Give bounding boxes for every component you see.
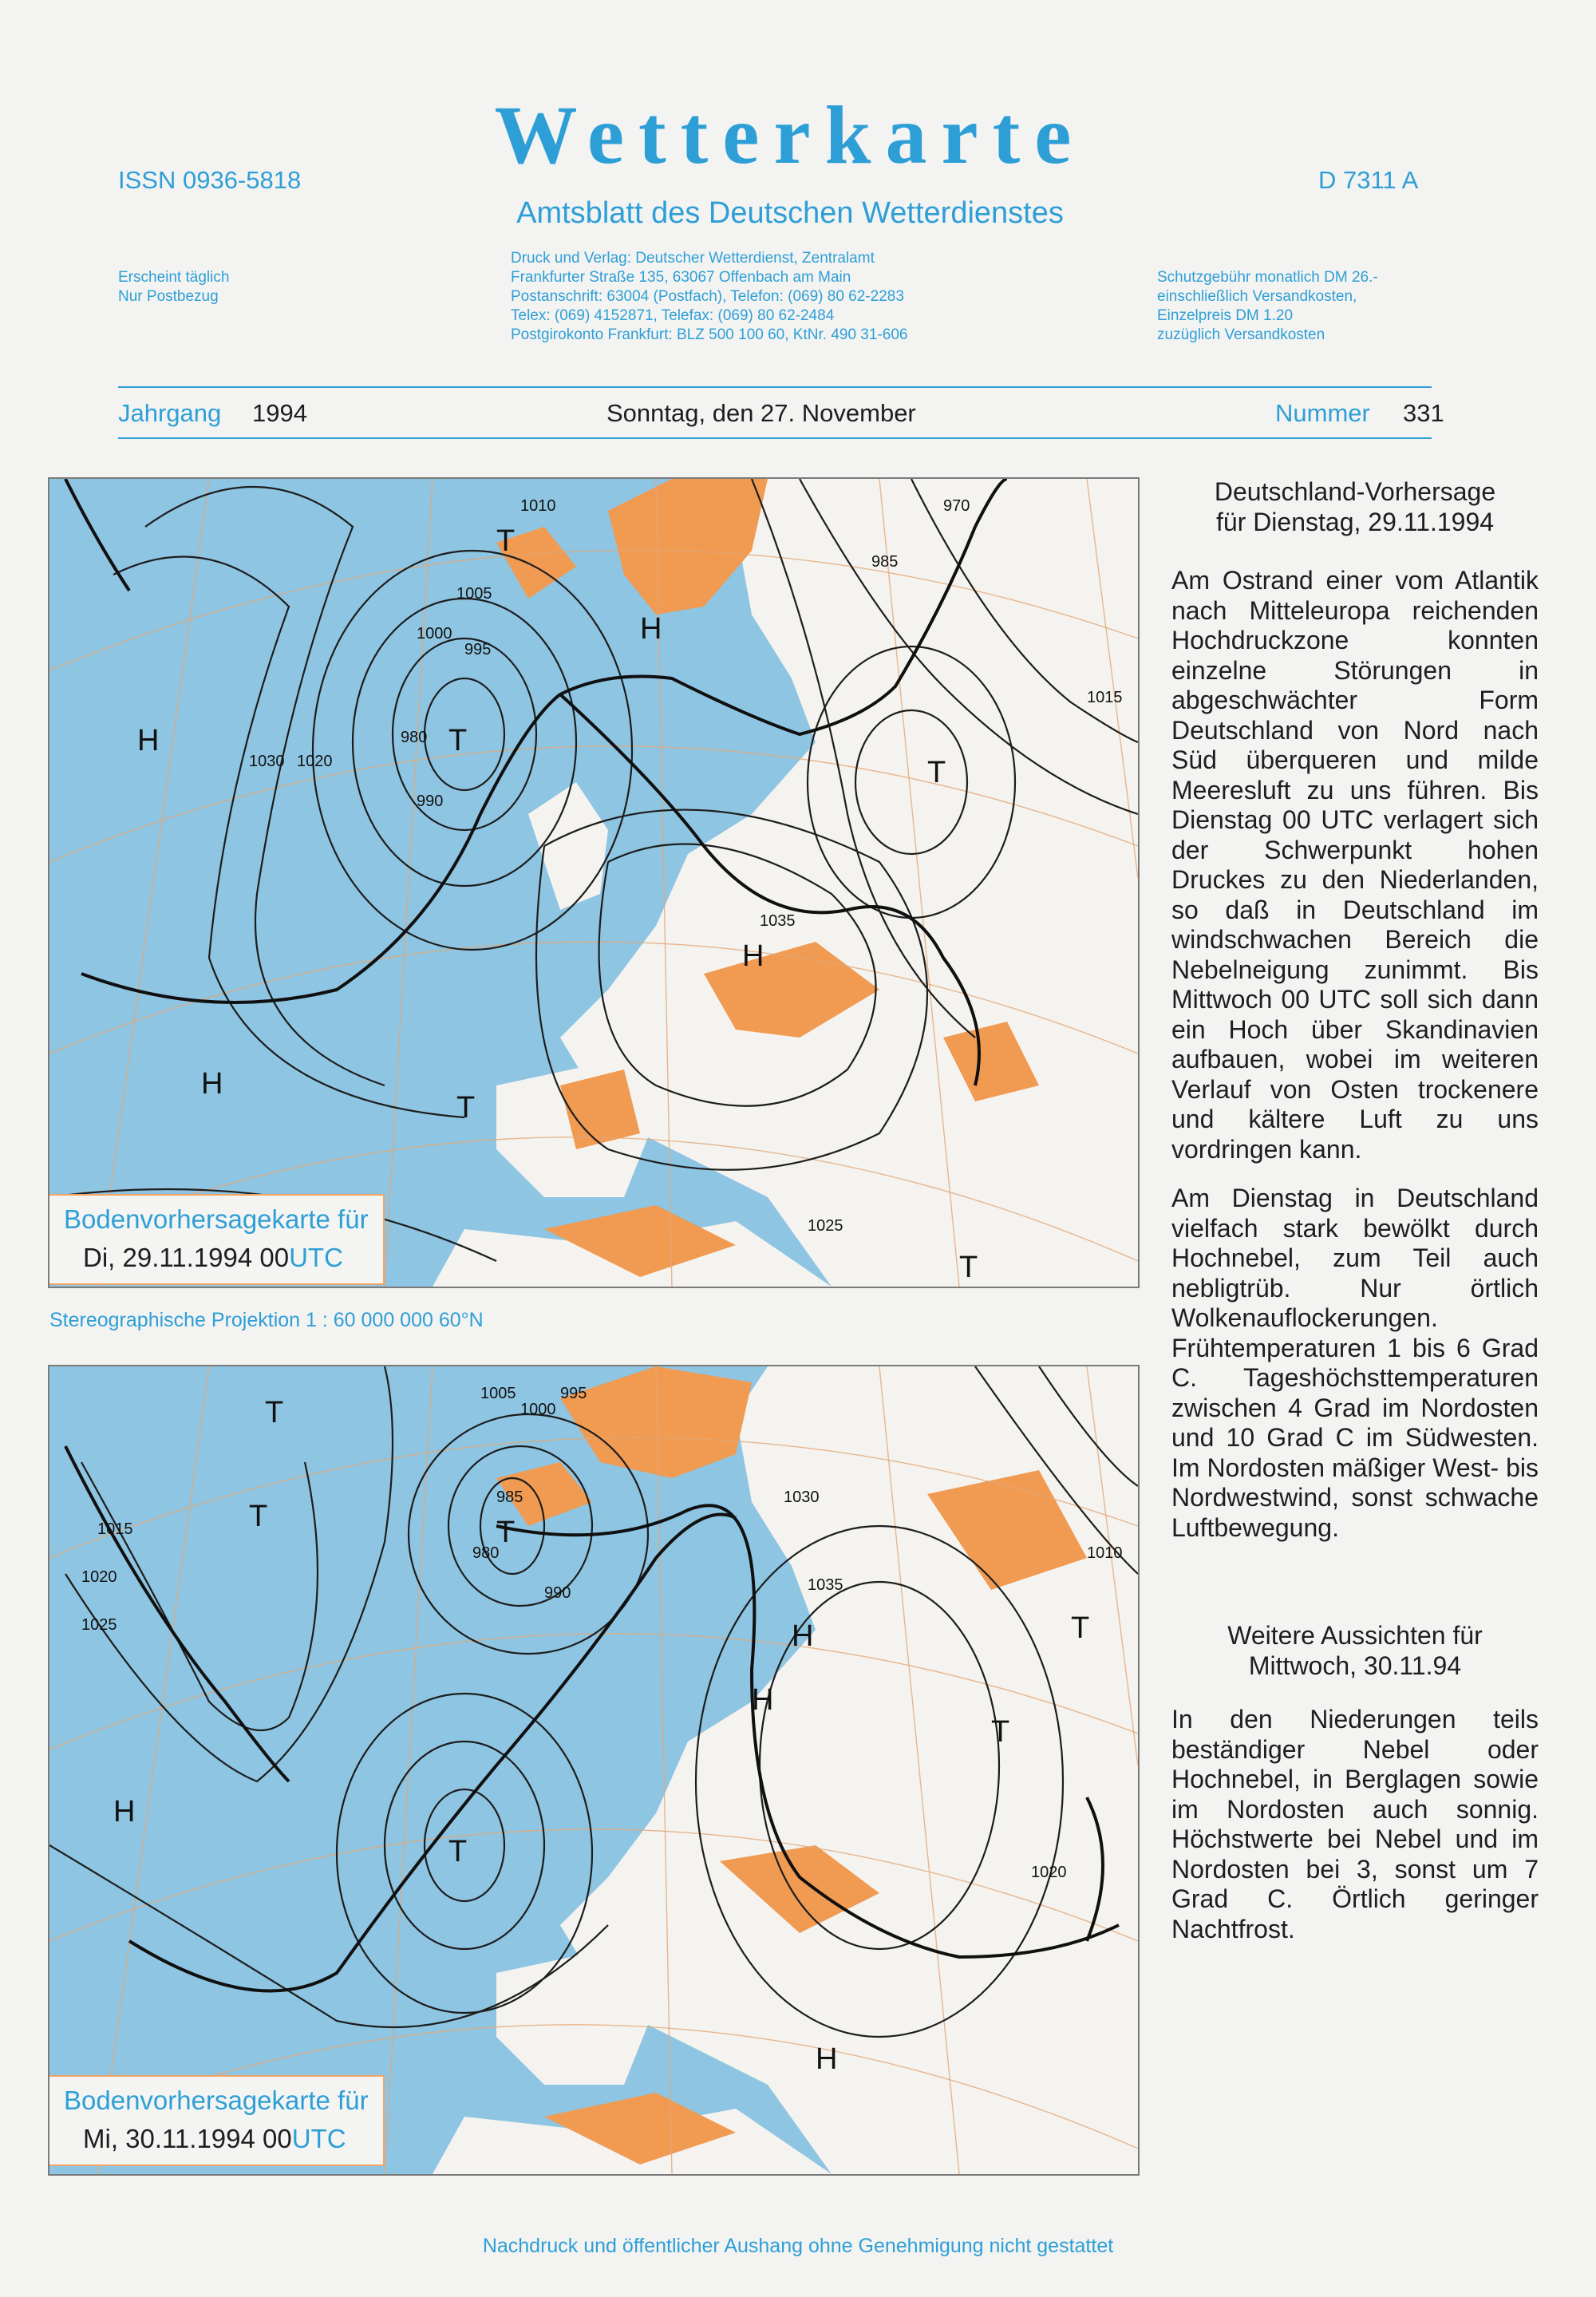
pressure-high: H (792, 1619, 814, 1653)
map-caption-tuesday (49, 1194, 385, 1285)
pressure-low: T (927, 756, 946, 789)
forecast-synopsis: Am Ostrand einer vom Atlantik nach Mitteleuropa reichenden Hochdruckzone konnten einzelne Störungen in abgeschwächter Form Deutschland von Nord nach Süd überqueren und milde Meeresluft zu uns führen. Bis Dienstag 00 UTC verlagert sich der Schwerpunkt hohen Druckes zu den Niederlanden, so daß in Deutschland im windschwachen Bereich die Nebelneigung zunimmt. Bis Mittwoch 00 UTC soll sich dann ein Hoch über Skandinavien aufbauen, wobei im weiteren Verlauf von Osten trockenere und kältere Luft zu uns vordringen kann. (1171, 566, 1539, 1164)
pressure-value: 1025 (81, 1616, 117, 1634)
pressure-high: H (113, 1795, 136, 1829)
pressure-value: 985 (871, 553, 899, 571)
map-caption-wednesday (49, 2075, 385, 2166)
map-caption-datetime: Di, 29.11.1994 00 (83, 1243, 290, 1272)
isobar (145, 487, 385, 1085)
projection-note: Stereographische Projektion 1 : 60 000 000 60°N (49, 1309, 484, 1331)
pressure-value: 990 (417, 793, 444, 810)
pressure-high: H (816, 2042, 838, 2076)
pressure-value: 1025 (808, 1217, 843, 1235)
price-line: Einzelpreis DM 1.20 (1157, 307, 1294, 324)
outlook-heading: Weitere Aussichten für (1227, 1621, 1483, 1650)
pressure-value: 1020 (297, 753, 333, 770)
top-rule (118, 386, 1432, 388)
outlook-date: Mittwoch, 30.11.94 (1248, 1651, 1462, 1680)
publication-line: Nur Postbezug (118, 288, 219, 305)
pressure-low: T (1071, 1611, 1090, 1645)
price-line: einschließlich Versandkosten, (1157, 288, 1357, 305)
map-caption-date (83, 1240, 343, 1275)
pressure-value: 1035 (808, 1576, 843, 1594)
issn-number: ISSN 0936-5818 (118, 166, 302, 194)
pressure-low: T (991, 1715, 1010, 1749)
masthead-title: Wetterkarte (494, 89, 1086, 181)
pressure-high: H (201, 1067, 223, 1101)
pressure-high: H (752, 1683, 774, 1717)
forecast-details: Am Dienstag in Deutschland vielfach stark bewölkt durch Hochnebel, zum Teil auch nebligtrüb. Nur örtlich Wolkenauflockerungen. Frühtemperaturen 1 bis 6 Grad C. Tageshöchsttemperaturen zwischen 4 Grad im Nordosten und 10 Grad C im Südwesten. Im Nordosten mäßiger West- bis Nordwestwind, sonst schwache Luftbewegung. (1171, 1184, 1539, 1542)
forecast-column (1171, 477, 1539, 1944)
isobar (81, 1462, 318, 1730)
forecast-map-tuesday (48, 477, 1140, 1288)
number-label: Nummer (1275, 399, 1370, 427)
pressure-value: 1010 (520, 497, 556, 515)
pressure-value: 995 (560, 1385, 587, 1402)
issue-date: Sonntag, den 27. November (606, 399, 916, 427)
masthead-subtitle: Amtsblatt des Deutschen Wetterdienstes (516, 196, 1064, 230)
publisher-line: Postgirokonto Frankfurt: BLZ 500 100 60, KtNr. 490 31-606 (511, 326, 908, 343)
terrain-scandinavia (608, 479, 768, 615)
pressure-high: H (640, 612, 662, 646)
map-caption-datetime: Mi, 30.11.1994 00 (83, 2124, 292, 2153)
pressure-value: 995 (464, 641, 492, 658)
map-caption-title: Bodenvorhersagekarte für (64, 2085, 369, 2115)
forecast-date: für Dienstag, 29.11.1994 (1215, 507, 1495, 536)
publisher-line: Telex: (069) 4152871, Telefax: (069) 80 62-2484 (511, 307, 835, 324)
front-line (65, 479, 129, 591)
pressure-low: T (448, 1835, 468, 1868)
pressure-low: T (496, 1516, 516, 1549)
pressure-value: 1020 (81, 1568, 117, 1586)
bottom-rule (118, 437, 1432, 439)
pressure-high: H (137, 724, 160, 757)
year-label: Jahrgang (118, 399, 222, 427)
land-britain (528, 782, 608, 910)
pressure-low: T (448, 724, 468, 757)
pressure-value: 1000 (520, 1401, 556, 1418)
publisher-line: Postanschrift: 63004 (Postfach), Telefon: (069) 80 62-2283 (511, 288, 904, 305)
copyright-notice: Nachdruck und öffentlicher Aushang ohne Genehmigung nicht gestattet (482, 2235, 1114, 2257)
pressure-value: 1020 (1031, 1864, 1067, 1881)
forecast-map-wednesday (48, 1365, 1140, 2176)
publisher-line: Frankfurter Straße 135, 63067 Offenbach am Main (511, 269, 851, 286)
postal-number: D 7311 A (1318, 166, 1419, 194)
publication-line: Erscheint täglich (118, 269, 230, 286)
map-caption-title: Bodenvorhersagekarte für (64, 1204, 369, 1234)
map-caption-date (83, 2121, 346, 2157)
price-info (1157, 268, 1378, 345)
pressure-value: 970 (943, 497, 970, 515)
weather-map-svg (49, 1366, 1138, 2174)
pressure-value: 1000 (417, 625, 452, 642)
pressure-low: T (959, 1251, 978, 1284)
forecast-heading: Deutschland-Vorhersage (1214, 477, 1496, 506)
pressure-value: 980 (401, 729, 428, 746)
year-value: 1994 (252, 399, 307, 427)
pressure-value: 1015 (97, 1520, 133, 1538)
front-line (65, 1446, 289, 1781)
map-caption-utc: UTC (291, 2124, 346, 2153)
pressure-low: T (265, 1396, 284, 1429)
pressure-value: 1010 (1087, 1544, 1123, 1562)
number-value: 331 (1403, 399, 1444, 427)
price-line: Schutzgebühr monatlich DM 26.- (1157, 269, 1378, 286)
isobar (448, 1446, 592, 1606)
pressure-value: 980 (472, 1544, 500, 1562)
pressure-value: 1030 (784, 1489, 820, 1506)
pressure-value: 1035 (760, 912, 796, 930)
publication-frequency (118, 268, 229, 306)
outlook-text: In den Niederungen teils beständiger Nebel oder Hochnebel, in Berglagen sowie im Nordosten auch sonnig. Höchstwerte bei Nebel und im Nordosten bei 3, sonst um 7 Grad C. Örtlich geringer Nachtfrost. (1171, 1705, 1539, 1943)
pressure-value: 1005 (480, 1385, 516, 1402)
pressure-high: H (742, 939, 764, 973)
pressure-value: 990 (544, 1584, 571, 1602)
pressure-low: T (496, 524, 516, 558)
pressure-low: T (249, 1500, 268, 1533)
land-europe (560, 1366, 1138, 2174)
publisher-info (511, 249, 907, 345)
price-line: zuzüglich Versandkosten (1157, 326, 1325, 343)
pressure-value: 1015 (1087, 689, 1123, 706)
pressure-value: 1005 (456, 585, 492, 603)
pressure-low: T (456, 1091, 476, 1125)
publisher-line: Druck und Verlag: Deutscher Wetterdienst, Zentralamt (511, 250, 875, 267)
pressure-value: 985 (496, 1489, 523, 1506)
weather-map-svg (49, 479, 1138, 1287)
pressure-value: 1030 (249, 753, 285, 770)
map-caption-utc: UTC (289, 1243, 343, 1272)
